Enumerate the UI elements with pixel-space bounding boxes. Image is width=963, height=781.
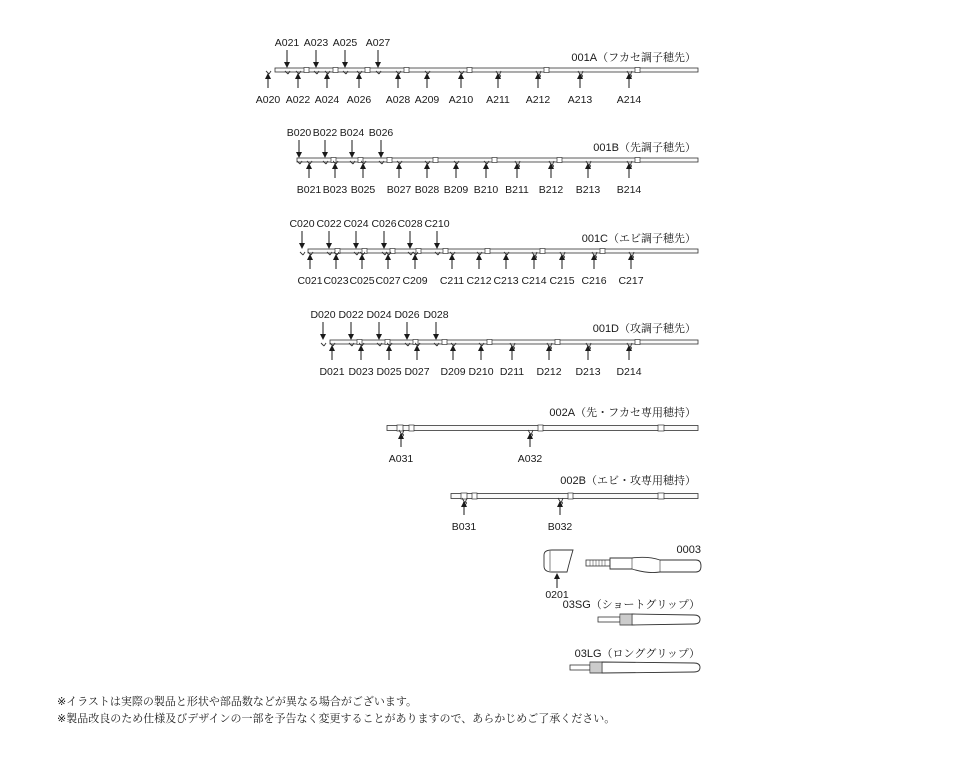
holder-band-002b: [472, 493, 477, 499]
part-label-c024: C024: [343, 218, 369, 230]
rod-joint-band-001b: [492, 158, 497, 163]
part-label-a214: A214: [616, 94, 642, 106]
part-label-b022: B022: [312, 127, 338, 139]
part-label-d212: D212: [536, 366, 562, 378]
part-label-a209: A209: [414, 94, 440, 106]
part-label-03sg: 03SG（ショートグリップ）: [562, 599, 700, 611]
rod-joint-band-001c: [416, 249, 421, 254]
part-label-a022: A022: [285, 94, 311, 106]
part-label-b210: B210: [473, 184, 499, 196]
rod-joint-band-001b: [433, 158, 438, 163]
long-grip-03lg: [570, 662, 700, 673]
row-title-001a: 001A（フカセ調子穂先）: [571, 52, 696, 64]
rod-joint-band-001c: [600, 249, 605, 254]
holder-band-002a: [397, 425, 403, 431]
part-label-c028: C028: [397, 218, 423, 230]
rod-joint-band-001d: [635, 340, 640, 345]
part-label-c216: C216: [581, 275, 607, 287]
part-label-c022: C022: [316, 218, 342, 230]
rod-joint-band-001a: [304, 68, 309, 73]
part-label-a032: A032: [517, 453, 543, 465]
note-spec-change-disclaimer: ※製品改良のため仕様及びデザインの一部を予告なく変更することがありますので、あらかじめご了承ください。: [57, 712, 616, 725]
part-label-a025: A025: [332, 37, 358, 49]
holder-title-002a: 002A（先・フカセ専用穂持）: [549, 407, 696, 419]
part-label-c026: C026: [371, 218, 397, 230]
part-label-c209: C209: [402, 275, 428, 287]
part-label-b025: B025: [350, 184, 376, 196]
rod-joint-band-001d: [487, 340, 492, 345]
part-label-a031: A031: [388, 453, 414, 465]
part-label-c210: C210: [424, 218, 450, 230]
part-label-0003: 0003: [676, 544, 701, 556]
part-label-a021: A021: [274, 37, 300, 49]
part-label-d020: D020: [310, 309, 336, 321]
part-label-a024: A024: [314, 94, 340, 106]
holder-band-002b: [658, 493, 664, 499]
holder-band-002a: [658, 425, 664, 431]
rod-joint-band-001a: [404, 68, 409, 73]
part-label-c027: C027: [375, 275, 401, 287]
rod-joint-band-001c: [485, 249, 490, 254]
part-label-d214: D214: [616, 366, 642, 378]
part-label-a027: A027: [365, 37, 391, 49]
part-label-d021: D021: [319, 366, 345, 378]
rod-joint-band-001c: [540, 249, 545, 254]
part-label-03lg: 03LG（ロンググリップ）: [574, 648, 700, 660]
part-label-a028: A028: [385, 94, 411, 106]
rod-guide-001d: [321, 343, 326, 346]
part-label-c217: C217: [618, 275, 644, 287]
rod-joint-band-001c: [443, 249, 448, 254]
rod-joint-band-001a: [467, 68, 472, 73]
part-label-b027: B027: [386, 184, 412, 196]
note-illustration-disclaimer: ※イラストは実際の製品と形状や部品数などが異なる場合がございます。: [57, 695, 418, 708]
part-label-a213: A213: [567, 94, 593, 106]
part-label-d211: D211: [499, 366, 525, 378]
part-label-b032: B032: [547, 521, 573, 533]
part-label-a020: A020: [255, 94, 281, 106]
rod-tip-001a: [275, 68, 698, 72]
row-title-001b: 001B（先調子穂先）: [593, 142, 696, 154]
part-label-d024: D024: [366, 309, 392, 321]
part-label-b021: B021: [296, 184, 322, 196]
part-label-c214: C214: [521, 275, 547, 287]
part-label-a211: A211: [486, 94, 510, 106]
row-title-001c: 001C（エビ調子穂先）: [581, 233, 696, 245]
part-label-c020: C020: [289, 218, 315, 230]
part-label-c213: C213: [493, 275, 519, 287]
part-label-b214: B214: [616, 184, 642, 196]
part-label-b213: B213: [575, 184, 601, 196]
end-cap-0201: [544, 550, 573, 572]
rod-joint-band-001a: [635, 68, 640, 73]
holder-band-002a: [409, 425, 414, 431]
part-label-b031: B031: [451, 521, 477, 533]
part-label-c023: C023: [323, 275, 349, 287]
rod-joint-band-001a: [365, 68, 370, 73]
part-label-a210: A210: [448, 94, 474, 106]
rod-joint-band-001a: [544, 68, 549, 73]
rod-joint-band-001d: [555, 340, 560, 345]
rod-joint-band-001a: [333, 68, 338, 73]
rod-guide-001a: [266, 71, 271, 74]
part-label-b028: B028: [414, 184, 440, 196]
part-label-d026: D026: [394, 309, 420, 321]
part-label-b211: B211: [505, 184, 529, 196]
rod-joint-band-001b: [387, 158, 392, 163]
part-label-b209: B209: [443, 184, 469, 196]
part-label-d027: D027: [404, 366, 430, 378]
part-label-d022: D022: [338, 309, 364, 321]
part-label-b023: B023: [322, 184, 348, 196]
part-label-a023: A023: [303, 37, 329, 49]
rod-joint-band-001d: [442, 340, 447, 345]
rod-guide-001c: [300, 252, 305, 255]
part-label-b020: B020: [286, 127, 312, 139]
part-label-c215: C215: [549, 275, 575, 287]
part-label-c212: C212: [466, 275, 492, 287]
part-label-d025: D025: [376, 366, 402, 378]
part-label-d210: D210: [468, 366, 494, 378]
part-label-c021: C021: [297, 275, 323, 287]
part-label-d023: D023: [348, 366, 374, 378]
rod-joint-band-001b: [557, 158, 562, 163]
holder-band-002b: [568, 493, 573, 499]
holder-title-002b: 002B（エビ・攻専用穂持）: [560, 475, 696, 487]
part-label-a026: A026: [346, 94, 372, 106]
short-grip-03sg: [598, 614, 700, 625]
part-label-d209: D209: [440, 366, 466, 378]
part-label-c025: C025: [349, 275, 375, 287]
part-label-c211: C211: [439, 275, 465, 287]
part-label-b212: B212: [538, 184, 564, 196]
part-label-b024: B024: [339, 127, 365, 139]
rod-joint-band-001c: [335, 249, 340, 254]
part-label-d028: D028: [423, 309, 449, 321]
part-label-a212: A212: [525, 94, 551, 106]
row-title-001d: 001D（攻調子穂先）: [592, 323, 696, 335]
main-grip-0003: [586, 557, 701, 572]
part-label-d213: D213: [575, 366, 601, 378]
part-label-0201: 0201: [545, 589, 569, 601]
rod-joint-band-001b: [635, 158, 640, 163]
holder-band-002a: [538, 425, 543, 431]
part-label-b026: B026: [368, 127, 394, 139]
